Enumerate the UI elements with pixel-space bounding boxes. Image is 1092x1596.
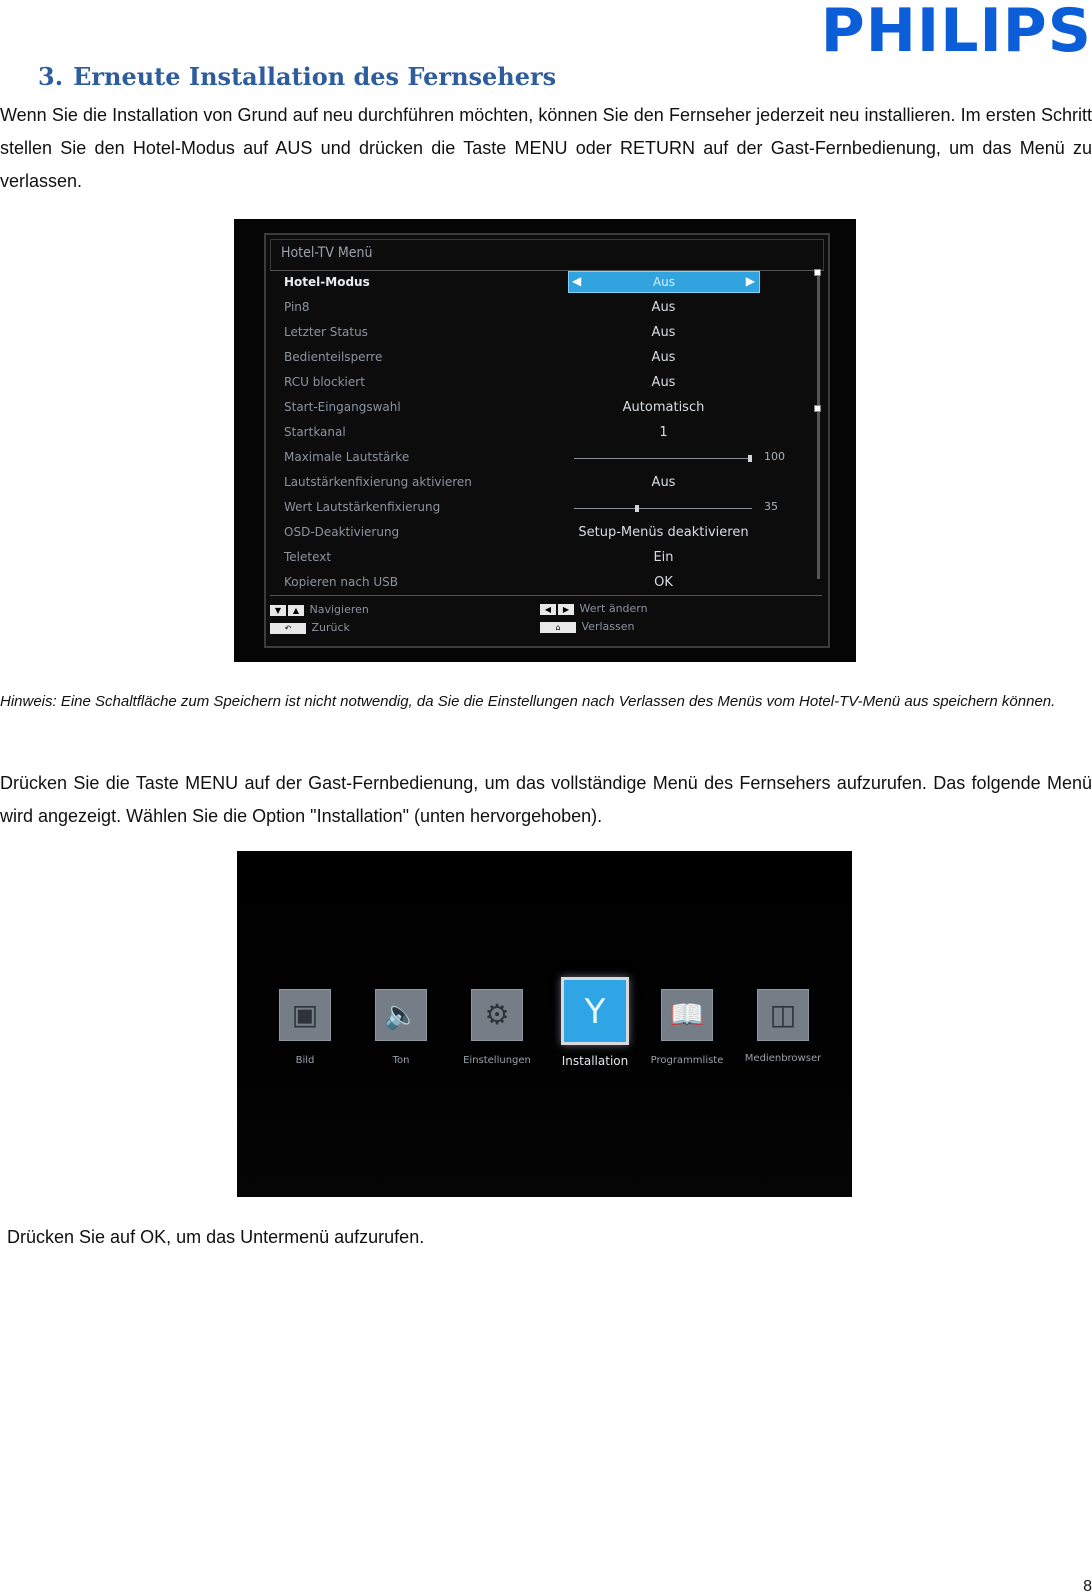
menu-row-lautstaerkenfixierung[interactable] [266, 471, 826, 496]
footer-change-label: Wert ändern [579, 602, 648, 615]
footer-back-label: Zurück [311, 621, 350, 634]
menu-row-pin8[interactable] [266, 296, 826, 321]
menu-tile-installation[interactable] [561, 977, 629, 1045]
menu-tile-label: Bild [295, 1055, 315, 1066]
antenna-icon: Υ [584, 992, 606, 1032]
footer-exit [540, 620, 634, 633]
menu-tile-bild[interactable] [279, 989, 331, 1041]
arrow-left-icon[interactable]: ◀ [572, 274, 582, 288]
fixed-volume-slider-knob[interactable] [635, 505, 639, 512]
menu-tile-einstellungen[interactable] [471, 989, 523, 1041]
menu-row-letzter-status[interactable] [266, 321, 826, 346]
section-number: 3. [38, 62, 64, 91]
menu-row-label: Bedienteilsperre [284, 350, 383, 364]
menu-row-label: Letzter Status [284, 325, 368, 339]
gear-icon: ⚙ [484, 998, 510, 1031]
menu-row-label: Startkanal [284, 425, 346, 439]
arrow-down-icon: ▼ [270, 605, 286, 616]
menu-tile-ton[interactable] [375, 989, 427, 1041]
menu-row-value: Ein [653, 550, 674, 565]
hotel-menu-title-bar [270, 239, 824, 271]
menu-row-value: Automatisch [622, 400, 705, 415]
footer-exit-label: Verlassen [581, 620, 635, 633]
menu-row-value: Setup-Menüs deaktivieren [578, 525, 749, 540]
main-menu-screenshot [237, 851, 852, 1197]
menu-row-value: Aus [651, 325, 676, 340]
arrow-up-icon: ▲ [288, 605, 304, 616]
hotel-tv-menu-frame [264, 233, 830, 648]
menu-row-value: Aus [651, 375, 676, 390]
menu-row-value: Aus [651, 350, 676, 365]
picture-icon: ▣ [291, 998, 319, 1031]
hotel-modus-value: Aus [652, 275, 676, 289]
menu-row-label: Pin8 [284, 300, 310, 314]
menu-row-value: Aus [651, 475, 676, 490]
max-volume-slider[interactable] [574, 458, 752, 459]
max-volume-value: 100 [764, 450, 785, 463]
page-number: 8 [1083, 1578, 1092, 1595]
menu-row-maximale-lautstaerke[interactable] [266, 446, 826, 471]
intro-paragraph: Wenn Sie die Installation von Grund auf neu durchführen möchten, können Sie den Fernseher jederzeit neu installieren. Im ersten Schritt stellen Sie den Hotel-Modus auf AUS und drücken die Taste MENU oder RETURN auf der Gast-Fernbedienung, um das Menü zu verlassen. [0, 105, 1092, 191]
menu-row-rcu-blockiert[interactable] [266, 371, 826, 396]
footer-change-value [540, 602, 648, 615]
menu-row-label: Hotel-Modus [284, 275, 370, 289]
section-title: Erneute Installation des Fernsehers [73, 62, 557, 91]
scrollbar-top-marker[interactable] [814, 269, 821, 276]
arrow-right-icon: ▶ [558, 604, 574, 615]
menu-tile-medienbrowser[interactable] [757, 989, 809, 1041]
menu-row-label: Lautstärkenfixierung aktivieren [284, 475, 472, 489]
hotel-tv-menu-screenshot [234, 219, 856, 662]
book-icon: 📖 [669, 998, 705, 1031]
menu-row-kopieren-nach-usb[interactable] [266, 571, 826, 596]
menu-row-osd-deaktivierung[interactable] [266, 521, 826, 546]
menu-row-label: Teletext [284, 550, 332, 564]
menu-scrollbar[interactable] [817, 269, 820, 579]
menu-row-hotel-modus[interactable] [266, 271, 826, 296]
menu-tile-label: Programmliste [650, 1055, 724, 1066]
menu-row-wert-lautstaerkenfixierung[interactable] [266, 496, 826, 521]
note-text: Hinweis: Eine Schaltfläche zum Speichern ist nicht notwendig, da Sie die Einstellungen nach Verlassen des Menüs vom Hotel-TV-Menü aus speichern können. [0, 693, 1056, 710]
menu-tile-label: Ton [392, 1055, 410, 1066]
arrow-left-icon: ◀ [540, 604, 556, 615]
hotel-menu-footer [270, 595, 822, 642]
home-icon: ⌂ [540, 622, 576, 633]
menu-row-label: RCU blockiert [284, 375, 365, 389]
menu-row-value: OK [654, 575, 673, 590]
menu-row-value: Aus [651, 300, 676, 315]
menu-instruction-paragraph: Drücken Sie die Taste MENU auf der Gast-Fernbedienung, um das vollständige Menü des Fernsehers aufzurufen. Das folgende Menü wird angezeigt. Wählen Sie die Option "Installation" (unten hervorgehoben). [0, 773, 1092, 826]
arrow-right-icon[interactable]: ▶ [745, 274, 755, 288]
scrollbar-thumb[interactable] [814, 405, 821, 412]
hotel-menu-title: Hotel-TV Menü [281, 245, 373, 261]
ok-instruction: Drücken Sie auf OK, um das Untermenü aufzurufen. [7, 1227, 425, 1247]
speaker-icon: 🔈 [383, 998, 419, 1031]
menu-tile-programmliste[interactable] [661, 989, 713, 1041]
menu-tile-label: Medienbrowser [744, 1053, 822, 1064]
menu-row-startkanal[interactable] [266, 421, 826, 446]
philips-logo: PHILIPS [820, 0, 1092, 66]
menu-row-label: Wert Lautstärkenfixierung [284, 500, 441, 514]
menu-tile-label: Einstellungen [463, 1055, 531, 1066]
section-heading [38, 62, 556, 91]
return-icon: ↶ [270, 623, 306, 634]
footer-navigate [270, 603, 369, 616]
fixed-volume-slider[interactable] [574, 508, 752, 509]
menu-tile-label: Installation [561, 1054, 629, 1068]
menu-row-value: 1 [659, 425, 668, 440]
menu-row-bedienteilsperre[interactable] [266, 346, 826, 371]
menu-row-label: Kopieren nach USB [284, 575, 399, 589]
menu-row-label: OSD-Deaktivierung [284, 525, 400, 539]
hotel-modus-selector[interactable] [568, 271, 760, 293]
max-volume-slider-knob[interactable] [748, 455, 752, 462]
menu-row-label: Start-Eingangswahl [284, 400, 401, 414]
fixed-volume-value: 35 [764, 500, 778, 513]
menu-row-label: Maximale Lautstärke [284, 450, 410, 464]
footer-back [270, 621, 350, 634]
menu-row-start-eingangswahl[interactable] [266, 396, 826, 421]
menu-row-teletext[interactable] [266, 546, 826, 571]
footer-navigate-label: Navigieren [309, 603, 369, 616]
media-icon: ◫ [769, 998, 797, 1031]
